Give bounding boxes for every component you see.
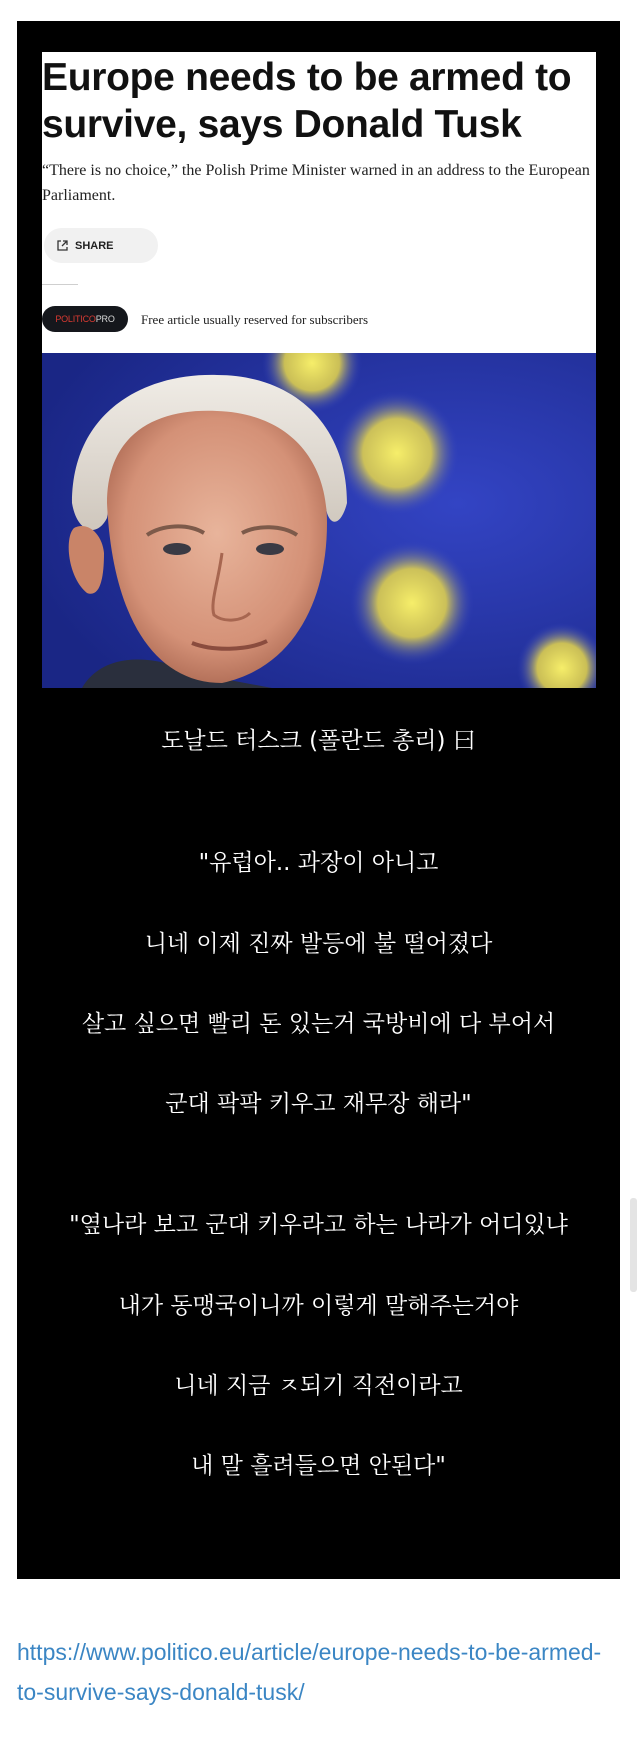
caption-line: 니네 이제 진짜 발등에 불 떨어졌다 (144, 931, 493, 957)
photo-icon (42, 353, 596, 688)
caption-line: 니네 지금 ㅈ되기 직전이라고 (174, 1373, 463, 1399)
caption-line: 군대 팍팍 키우고 재무장 해라" (165, 1091, 472, 1117)
caption-line: 살고 싶으면 빨리 돈 있는거 국방비에 다 부어서 (81, 1011, 556, 1037)
free-article-note: Free article usually reserved for subscribers (141, 312, 369, 327)
source-link[interactable]: https://www.politico.eu/article/europe-needs-to-be-armed-to-survive-says-donald-tusk/ (17, 1639, 602, 1705)
share-icon (56, 239, 69, 252)
divider (42, 284, 78, 285)
article-headline: Europe needs to be armed to survive, says Donald Tusk (42, 56, 572, 146)
badge-politico-text: POLITICO (55, 314, 96, 324)
article-screenshot (42, 52, 596, 353)
article-photo (42, 353, 596, 688)
badge-pro-text: PRO (95, 314, 115, 324)
share-label: SHARE (75, 239, 114, 252)
caption-line: 내 말 흘려들으면 안된다" (191, 1453, 446, 1479)
caption-line: "옆나라 보고 군대 키우라고 하는 나라가 어디있냐 (69, 1212, 568, 1238)
caption-line: 내가 동맹국이니까 이렇게 말해주는거야 (118, 1293, 519, 1319)
politico-pro-badge (42, 306, 128, 332)
scrollbar-thumb[interactable] (630, 1198, 637, 1292)
caption-line: "유럽아.. 과장이 아니고 (198, 850, 439, 876)
article-deck: “There is no choice,” the Polish Prime Minister warned in an address to the European Parliament. (42, 162, 590, 204)
caption-line: 도날드 터스크 (폴란드 총리) 曰 (161, 728, 476, 754)
share-button[interactable] (44, 228, 158, 263)
